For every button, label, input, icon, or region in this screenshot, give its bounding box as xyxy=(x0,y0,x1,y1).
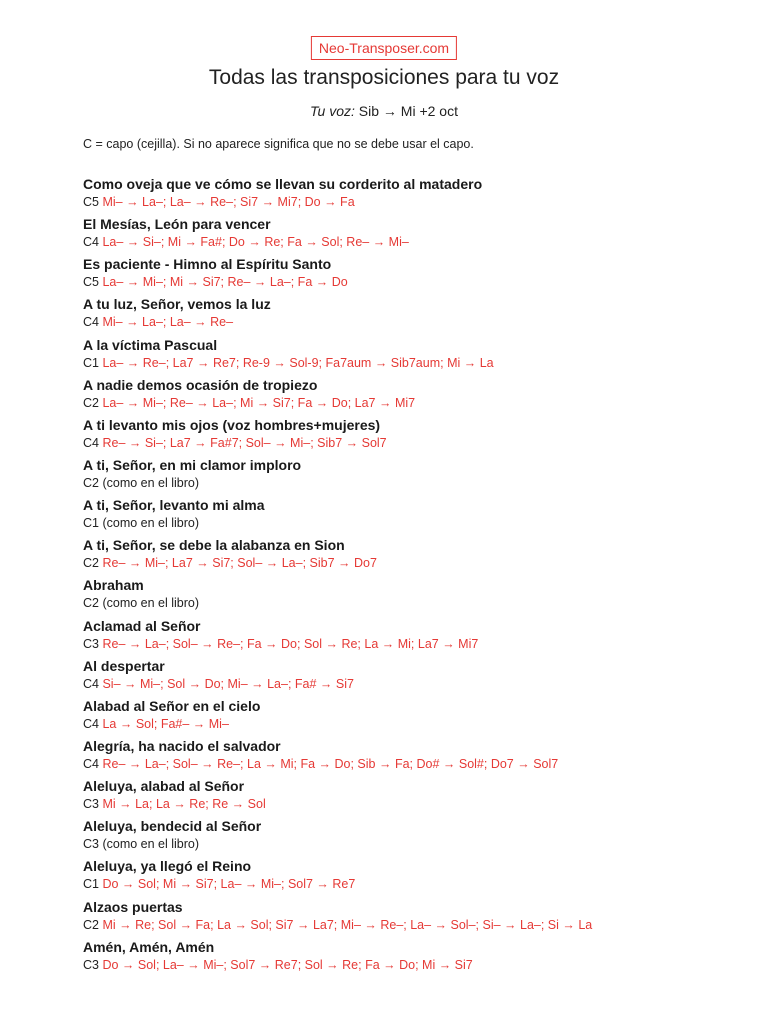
song-item xyxy=(83,616,743,656)
song-list xyxy=(83,174,743,977)
song-transposition xyxy=(83,314,743,331)
song-title: A ti, Señor, en mi clamor imploro xyxy=(83,456,302,473)
as-in-book-note: (como en el libro) xyxy=(102,516,200,531)
song-item xyxy=(83,816,743,856)
voice-label: Tu voz: xyxy=(310,103,355,119)
chord-transpositions: Re– → Si–; La7 → Fa#7; Sol– → Mi–; Sib7 → Sol7 xyxy=(102,435,387,450)
voice-value: Sib → Mi +2 oct xyxy=(358,103,458,119)
song-item xyxy=(83,736,743,776)
song-title: A ti levanto mis ojos (voz hombres+mujeres) xyxy=(83,416,381,433)
song-transposition xyxy=(83,957,743,974)
song-item xyxy=(83,375,743,415)
chord-transpositions: Si– → Mi–; Sol → Do; Mi– → La–; Fa# → Si7 xyxy=(102,676,354,691)
song-transposition xyxy=(83,716,743,733)
capo-note: C = capo (cejilla). Si no aparece significa que no se debe usar el capo. xyxy=(83,137,474,151)
chord-transpositions: Do → Sol; La– → Mi–; Sol7 → Re7; Sol → Re; Fa → Do; Mi → Si7 xyxy=(102,957,473,972)
song-title: Aclamad al Señor xyxy=(83,617,201,634)
song-transposition xyxy=(83,515,743,532)
song-item xyxy=(83,254,743,294)
song-transposition xyxy=(83,796,743,813)
song-title: A la víctima Pascual xyxy=(83,336,218,353)
site-link[interactable]: Neo-Transposer.com xyxy=(311,36,457,60)
song-item xyxy=(83,495,743,535)
chord-transpositions: Mi– → La–; La– → Re– xyxy=(102,315,234,330)
capo-label: C5 xyxy=(83,275,99,290)
chord-transpositions: Re– → La–; Sol– → Re–; Fa → Do; Sol → Re; La → Mi; La7 → Mi7 xyxy=(102,636,479,651)
song-title: Aleluya, ya llegó el Reino xyxy=(83,858,252,875)
chord-transpositions: La– → Si–; Mi → Fa#; Do → Re; Fa → Sol; Re– → Mi– xyxy=(102,235,409,250)
song-title: A tu luz, Señor, vemos la luz xyxy=(83,296,271,313)
page-title: Todas las transposiciones para tu voz xyxy=(208,66,560,89)
song-item xyxy=(83,776,743,816)
capo-label: C2 xyxy=(83,475,99,490)
chord-transpositions: Re– → La–; Sol– → Re–; La → Mi; Fa → Do; Sib → Fa; Do# → Sol#; Do7 → Sol7 xyxy=(102,756,559,771)
as-in-book-note: (como en el libro) xyxy=(102,596,200,611)
song-item xyxy=(83,897,743,937)
capo-label: C2 xyxy=(83,596,99,611)
song-title: Alegría, ha nacido el salvador xyxy=(83,737,281,754)
capo-label: C4 xyxy=(83,235,99,250)
song-title: A nadie demos ocasión de tropiezo xyxy=(83,376,318,393)
voice-info xyxy=(0,101,768,121)
song-item xyxy=(83,335,743,375)
capo-label: C4 xyxy=(83,716,99,731)
capo-label: C1 xyxy=(83,355,99,370)
song-transposition xyxy=(83,636,743,653)
song-transposition xyxy=(83,676,743,693)
song-transposition xyxy=(83,355,743,372)
song-title: Alabad al Señor en el cielo xyxy=(83,697,261,714)
song-transposition xyxy=(83,194,743,211)
capo-label: C2 xyxy=(83,917,99,932)
song-transposition xyxy=(83,756,743,773)
song-transposition xyxy=(83,836,743,853)
song-title: A ti, Señor, se debe la alabanza en Sion xyxy=(83,537,345,554)
song-item xyxy=(83,455,743,495)
capo-label: C4 xyxy=(83,435,99,450)
song-transposition xyxy=(83,274,743,291)
chord-transpositions: La– → Mi–; Re– → La–; Mi → Si7; Fa → Do; La7 → Mi7 xyxy=(102,395,416,410)
chord-transpositions: La– → Mi–; Mi → Si7; Re– → La–; Fa → Do xyxy=(102,275,348,290)
song-title: Alzaos puertas xyxy=(83,898,183,915)
song-transposition xyxy=(83,395,743,412)
capo-label: C3 xyxy=(83,957,99,972)
song-transposition xyxy=(83,595,743,612)
capo-label: C1 xyxy=(83,877,99,892)
song-item xyxy=(83,535,743,575)
capo-label: C3 xyxy=(83,797,99,812)
chord-transpositions: Mi → La; La → Re; Re → Sol xyxy=(102,797,266,812)
song-title: Abraham xyxy=(83,577,144,594)
song-item xyxy=(83,575,743,615)
chord-transpositions: Re– → Mi–; La7 → Si7; Sol– → La–; Sib7 → Do7 xyxy=(102,556,377,571)
as-in-book-note: (como en el libro) xyxy=(102,475,200,490)
song-title: Al despertar xyxy=(83,657,165,674)
song-item xyxy=(83,174,743,214)
capo-label: C1 xyxy=(83,516,99,531)
song-title: Amén, Amén, Amén xyxy=(83,938,215,955)
song-transposition xyxy=(83,876,743,893)
chord-transpositions: La– → Re–; La7 → Re7; Re-9 → Sol-9; Fa7aum → Sib7aum; Mi → La xyxy=(102,355,494,370)
song-transposition xyxy=(83,555,743,572)
capo-label: C5 xyxy=(83,195,99,209)
capo-label: C2 xyxy=(83,556,99,571)
capo-label: C4 xyxy=(83,756,99,771)
song-item xyxy=(83,214,743,254)
song-item xyxy=(83,696,743,736)
song-item xyxy=(83,856,743,896)
song-item xyxy=(83,294,743,334)
chord-transpositions: Mi → Re; Sol → Fa; La → Sol; Si7 → La7; Mi– → Re–; La– → Sol–; Si– → La–; Si → La xyxy=(102,917,593,932)
song-title: A ti, Señor, levanto mi alma xyxy=(83,497,265,514)
song-item xyxy=(83,656,743,696)
song-transposition xyxy=(83,475,743,492)
song-title: Aleluya, bendecid al Señor xyxy=(83,818,262,835)
song-item xyxy=(83,415,743,455)
song-transposition xyxy=(83,435,743,452)
song-title: El Mesías, León para vencer xyxy=(83,216,271,233)
song-title: Aleluya, alabad al Señor xyxy=(83,778,245,795)
capo-label: C4 xyxy=(83,315,99,330)
chord-transpositions: La → Sol; Fa#– → Mi– xyxy=(102,716,229,731)
song-transposition xyxy=(83,917,743,934)
song-title: Como oveja que ve cómo se llevan su corderito al matadero xyxy=(83,176,483,192)
capo-label: C2 xyxy=(83,395,99,410)
capo-label: C3 xyxy=(83,636,99,651)
song-title: Es paciente - Himno al Espíritu Santo xyxy=(83,256,332,273)
chord-transpositions: Do → Sol; Mi → Si7; La– → Mi–; Sol7 → Re7 xyxy=(102,877,356,892)
capo-label: C3 xyxy=(83,837,99,852)
song-transposition xyxy=(83,234,743,251)
capo-label: C4 xyxy=(83,676,99,691)
chord-transpositions: Mi– → La–; La– → Re–; Si7 → Mi7; Do → Fa xyxy=(102,195,355,209)
as-in-book-note: (como en el libro) xyxy=(102,837,200,852)
song-item xyxy=(83,937,743,977)
